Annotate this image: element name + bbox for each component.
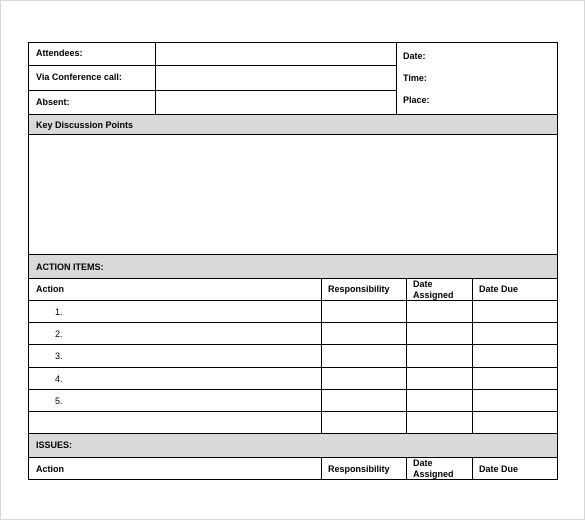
- divider: [29, 457, 557, 458]
- absent-label: Absent:: [36, 97, 70, 107]
- table-row-number: 2.: [55, 329, 63, 339]
- meeting-minutes-form: [28, 42, 558, 480]
- divider: [155, 43, 156, 114]
- issues-title: ISSUES:: [36, 440, 73, 450]
- divider: [29, 367, 557, 368]
- action-items-title: ACTION ITEMS:: [36, 262, 104, 272]
- table-row-number: 1.: [55, 307, 63, 317]
- table-row-number: 3.: [55, 351, 63, 361]
- table-row-number: 4.: [55, 374, 63, 384]
- date-label: Date:: [403, 51, 426, 61]
- divider: [396, 43, 397, 114]
- section-header-shade: [29, 255, 557, 278]
- issues-responsibility-column-header: Responsibility: [328, 464, 390, 474]
- divider: [29, 389, 557, 390]
- place-label: Place:: [403, 95, 430, 105]
- divider: [29, 322, 557, 323]
- issues-action-column-header: Action: [36, 464, 64, 474]
- key-discussion-title: Key Discussion Points: [36, 120, 134, 130]
- divider: [29, 300, 557, 301]
- conference-call-label: Via Conference call:: [36, 72, 122, 82]
- divider: [472, 457, 473, 479]
- divider: [29, 344, 557, 345]
- date-assigned-column-header: Assigned: [413, 290, 454, 300]
- date-due-column-header: Date Due: [479, 284, 519, 294]
- date-assigned-column-header: Date: [413, 279, 433, 289]
- responsibility-column-header: Responsibility: [328, 284, 390, 294]
- divider: [29, 134, 557, 135]
- divider: [29, 278, 557, 279]
- divider: [29, 411, 557, 412]
- table-row-number: 5.: [55, 396, 63, 406]
- issues-date-assigned-column-header: Date: [413, 458, 433, 468]
- divider: [29, 65, 396, 66]
- divider: [406, 457, 407, 479]
- issues-date-due-column-header: Date Due: [479, 464, 519, 474]
- divider: [29, 90, 396, 91]
- issues-date-assigned-column-header: Assigned: [413, 469, 454, 479]
- divider: [321, 457, 322, 479]
- section-header-shade: [29, 434, 557, 457]
- action-column-header: Action: [36, 284, 64, 294]
- attendees-label: Attendees:: [36, 48, 83, 58]
- time-label: Time:: [403, 73, 427, 83]
